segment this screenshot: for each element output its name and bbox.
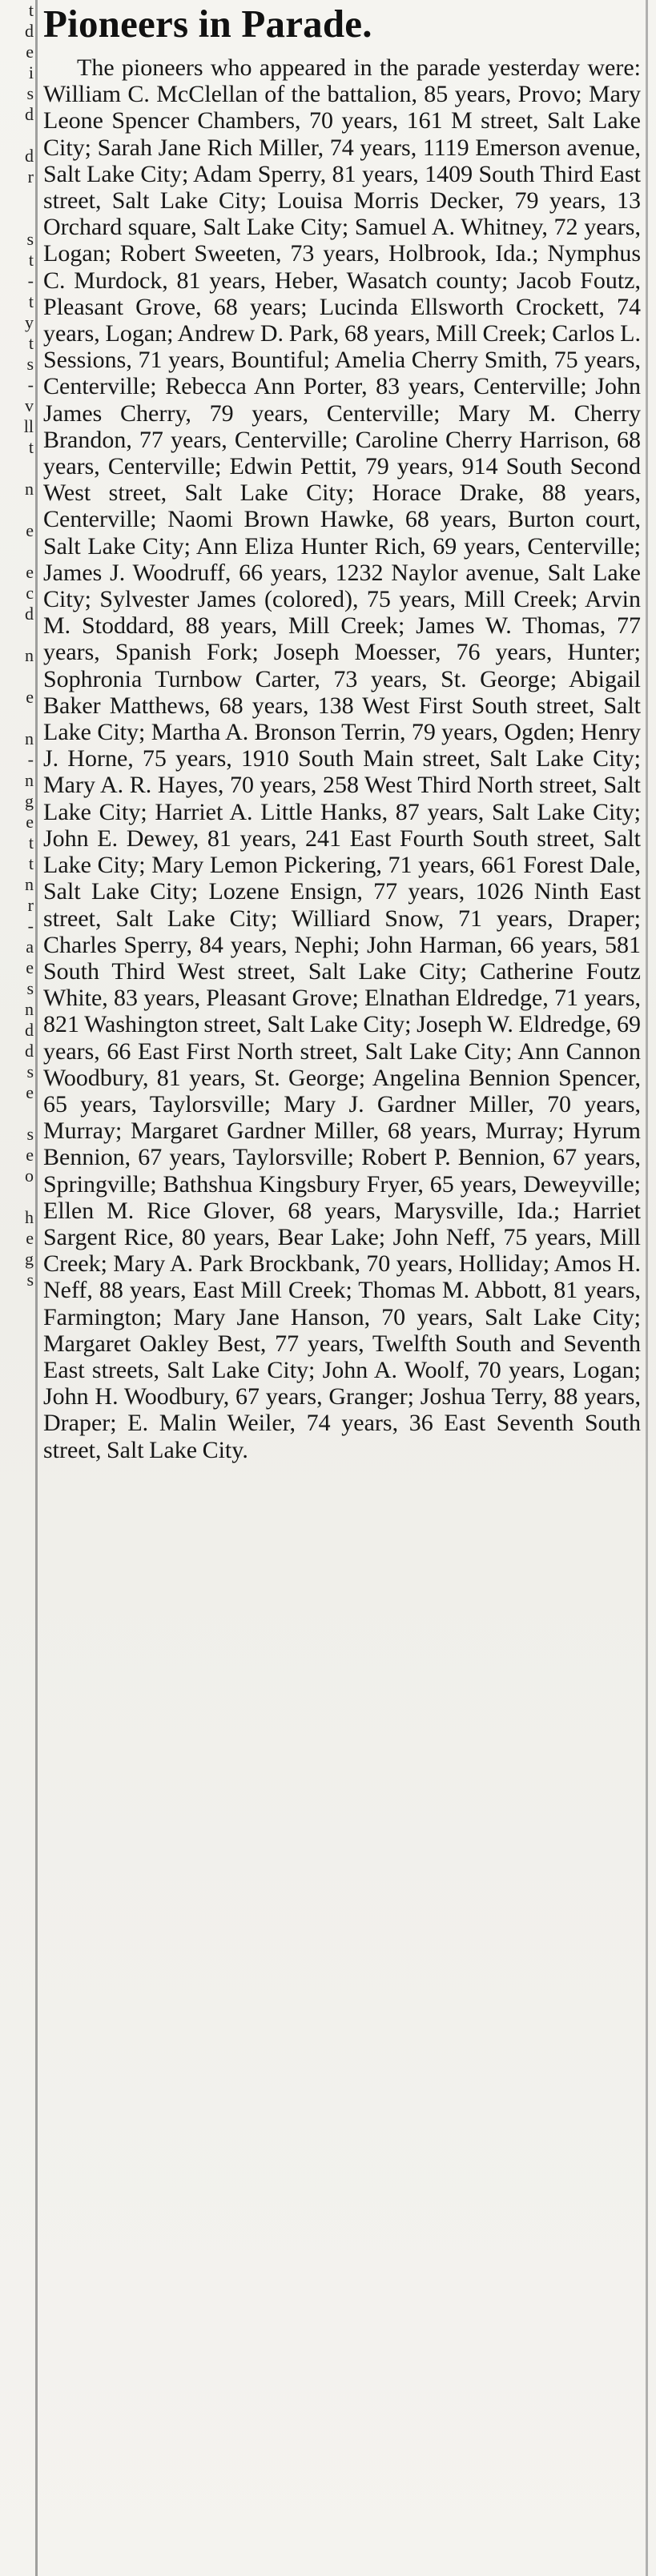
adjacent-column-fragment: e xyxy=(26,957,34,977)
adjacent-column-fragment: g xyxy=(25,791,34,811)
adjacent-column-fragment: s xyxy=(26,1124,34,1144)
column-rule-right xyxy=(646,0,648,2576)
adjacent-column-fragment: e xyxy=(26,812,34,832)
adjacent-column-fragment xyxy=(0,1186,34,1207)
adjacent-column-fragments xyxy=(0,0,34,1361)
article-column xyxy=(43,0,641,1463)
adjacent-column-fragment: e xyxy=(26,562,34,582)
adjacent-column-fragment: t xyxy=(28,291,34,311)
adjacent-column-fragment: e xyxy=(26,687,34,707)
adjacent-column-fragment xyxy=(0,624,34,645)
article-body: The pioneers who appeared in the parade yesterday were: William C. McClellan of the battalion, 85 years, Provo; Mary Leone Spencer Chambers, 70 years, 161 M street, Salt Lake City; Sarah Jane Rich Miller, 74 years, 1119 Emerson avenue, Salt Lake City; Adam Sperry, 81 years, 1409 South Third East street, Salt Lake City; Louisa Morris Decker, 79 years, 13 Orchard square, Salt Lake City; Samuel A. Whitney, 72 years, Logan; Robert Sweeten, 73 years, Holbrook, Ida.; Nymphus C. Murdock, 81 years, Heber, Wasatch county; Jacob Foutz, Pleasant Grove, 68 years; Lucinda Ellsworth Crockett, 74 years, Logan; Andrew D. Park, 68 years, Mill Creek; Carlos L. Sessions, 71 years, Bountiful; Amelia Cherry Smith, 75 years, Centerville; Rebecca Ann Porter, 83 years, Centerville; John James Cherry, 79 years, Centerville; Mary M. Cherry Brandon, 77 years, Centerville; Caroline Cherry Harrison, 68 years, Centerville; Edwin Pettit, 79 years, 914 South Second West street, Salt Lake City; Horace Drake, 88 years, Centerville; Naomi Brown Hawke, 68 years, Burton court, Salt Lake City; Ann Eliza Hunter Rich, 69 years, Centerville; James J. Woodruff, 66 years, 1232 Naylor avenue, Salt Lake City; Sylvester James (colored), 75 years, Mill Creek; Arvin M. Stoddard, 88 years, Mill Creek; James W. Thomas, 77 years, Spanish Fork; Joseph Moesser, 76 years, Hunter; Sophronia Turnbow Carter, 73 years, St. George; Abigail Baker Matthews, 68 years, 138 West First South street, Salt Lake City; Martha A. Bronson Terrin, 79 years, Ogden; Henry J. Horne, 75 years, 1910 South Main street, Salt Lake City; Mary A. R. Hayes, 70 years, 258 West Third North street, Salt Lake City; Harriet A. Little Hanks, 87 years, Salt Lake City; John E. Dewey, 81 years, 241 East Fourth South street, Salt Lake City; Mary Lemon Pickering, 71 years, 661 Forest Dale, Salt Lake City; Lozene Ensign, 77 years, 1026 Ninth East street, Salt Lake City; Williard Snow, 71 years, Draper; Charles Sperry, 84 years, Nephi; John Harman, 66 years, 581 South Third West street, Salt Lake City; Catherine Foutz White, 83 years, Pleasant Grove; Elnathan Eldredge, 71 years, 821 Washington street, Salt Lake City; Joseph W. Eldredge, 69 years, 66 East First North street, Salt Lake City; Ann Cannon Woodbury, 81 years, St. George; Angelina Bennion Spencer, 65 years, Taylorsville; Mary J. Gardner Miller, 70 years, Murray; Margaret Gardner Miller, 68 years, Murray; Hyrum Bennion, 67 years, Taylorsville; Robert P. Bennion, 67 years, Springville; Bathshua Kingsbury Fryer, 65 years, Deweyville; Ellen M. Rice Glover, 68 years, Marysville, Ida.; Harriet Sargent Rice, 80 years, Bear Lake; John Neff, 75 years, Mill Creek; Mary A. Park Brockbank, 70 years, Holliday; Amos H. Neff, 88 years, East Mill Creek; Thomas M. Abbott, 81 years, Farmington; Mary Jane Hanson, 70 years, Salt Lake City; Margaret Oakley Best, 77 years, Twelfth South and Seventh East streets, Salt Lake City; John A. Woolf, 70 years, Logan; John H. Woodbury, 67 years, Granger; Joshua Terry, 88 years, Draper; E. Malin Weiler, 74 years, 36 East Seventh South street, Salt Lake City. xyxy=(43,54,641,1463)
adjacent-column-fragment: s xyxy=(26,1270,34,1290)
adjacent-column-fragment xyxy=(0,541,34,562)
adjacent-column-fragment: - xyxy=(27,749,34,769)
adjacent-column-fragment: s xyxy=(26,83,34,103)
adjacent-column-fragment: n xyxy=(25,728,34,748)
adjacent-column-fragment: t xyxy=(28,853,34,873)
column-rule-left xyxy=(35,0,38,2576)
adjacent-column-fragment: n xyxy=(25,479,34,499)
adjacent-column-fragment: r xyxy=(27,167,34,187)
adjacent-column-fragment: e xyxy=(26,520,34,540)
adjacent-column-fragment: g xyxy=(25,1249,34,1269)
adjacent-column-fragment: s xyxy=(26,1061,34,1081)
adjacent-column-fragment: c xyxy=(26,583,34,603)
adjacent-column-fragment: n xyxy=(25,999,34,1019)
adjacent-column-fragment xyxy=(0,458,34,479)
adjacent-column-fragment xyxy=(0,187,34,208)
adjacent-column-fragment: r xyxy=(27,895,34,915)
adjacent-column-fragment: - xyxy=(27,375,34,395)
adjacent-column-fragment xyxy=(0,500,34,520)
adjacent-column-fragment: e xyxy=(26,1145,34,1165)
adjacent-column-fragment: v xyxy=(25,395,34,415)
adjacent-column-fragment xyxy=(0,125,34,146)
adjacent-column-fragment: t xyxy=(28,437,34,457)
adjacent-column-fragment: d xyxy=(25,21,34,41)
adjacent-column-fragment: o xyxy=(25,1166,34,1186)
adjacent-column-fragment: h xyxy=(25,1207,34,1227)
adjacent-column-fragment: t xyxy=(28,0,34,20)
adjacent-column-fragment xyxy=(0,208,34,229)
adjacent-column-fragment: t xyxy=(28,833,34,853)
headline: Pioneers in Parade. xyxy=(43,2,372,46)
adjacent-column-fragment: y xyxy=(25,312,34,332)
adjacent-column-fragment: - xyxy=(27,916,34,936)
adjacent-column-fragment: s xyxy=(26,354,34,374)
adjacent-column-fragment: - xyxy=(27,271,34,291)
adjacent-column-fragment: n xyxy=(25,770,34,790)
adjacent-column-fragment: t xyxy=(28,333,34,353)
adjacent-column-fragment: d xyxy=(25,1041,34,1061)
adjacent-column-fragment: t xyxy=(28,250,34,270)
adjacent-column-fragment: e xyxy=(26,1082,34,1102)
adjacent-column-fragment: i xyxy=(28,62,34,82)
adjacent-column-fragment xyxy=(0,1103,34,1124)
adjacent-column-fragment: e xyxy=(26,1228,34,1248)
adjacent-column-fragment: a xyxy=(26,937,34,957)
adjacent-column-fragment: d xyxy=(25,146,34,166)
adjacent-column-fragment: s xyxy=(26,978,34,998)
adjacent-column-fragment: e xyxy=(26,42,34,62)
adjacent-column-fragment: n xyxy=(25,645,34,665)
adjacent-column-fragment: s xyxy=(26,229,34,249)
adjacent-column-fragment: ll xyxy=(23,416,34,436)
adjacent-column-fragment: d xyxy=(25,604,34,624)
adjacent-column-fragment: n xyxy=(25,874,34,894)
adjacent-column-fragment xyxy=(0,708,34,728)
adjacent-column-fragment: d xyxy=(25,104,34,124)
adjacent-column-fragment xyxy=(0,666,34,687)
adjacent-column-fragment: d xyxy=(25,1020,34,1040)
